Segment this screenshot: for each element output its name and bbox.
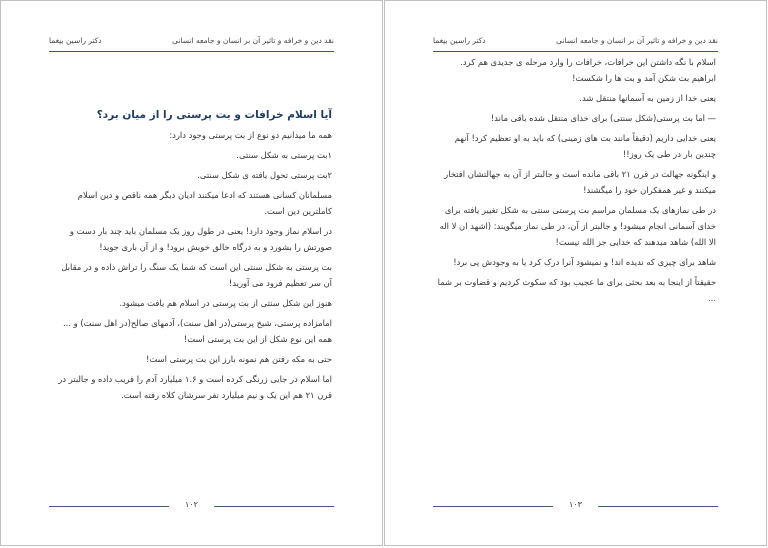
paragraph: و اینگونه جهالت در قرن ۲۱ باقی مانده است و جالبتر از آن به جهالتشان افتخار میکنند و غیر همفکران خود را میگشند! — [444, 169, 716, 195]
paragraph: ۱بت پرستی به شکل سنتی. — [236, 150, 332, 160]
paragraph: در طی نمازهای یک مسلمان مراسم بت پرستی سنتی به شکل تغییر یافته برای خدای آسمانی انجام میشود! و جالبتر از آن، در طی نماز میگویند: (اشهد ان لا اله الا الله) شاهد میدهند که خدایی جز الله نیست! — [439, 205, 716, 247]
header-author: دکتر راسین بیغما — [49, 36, 102, 45]
paragraph: همه ما میدانیم دو نوع از بت پرستی وجود دارد: — [169, 130, 332, 140]
paragraph: — اما بت پرستی(شکل سنتی) برای خدای منتقل شده باقی ماند! — [490, 113, 716, 123]
page-body — [437, 54, 716, 310]
paragraph: مسلمانان کسانی هستند که ادعا میکنند ادیان دیگر همه ناقص و دین اسلام کاملترین دین است. — [77, 190, 332, 216]
page-number: ۱۰۳ — [569, 500, 582, 509]
paragraph: امامزاده پرستی، شیخ پرستی(در اهل سنت)، آدمهای صالح(در اهل سنت) و ... همه این نوع شکل از این بت پرستی است! — [63, 318, 332, 344]
page-header — [433, 35, 718, 52]
paragraph: در اسلام نماز وجود دارد! یعنی در طول روز یک مسلمان باید چند بار دست و صورتش را بشورد و به درگاه خالق خویش برود! و از آن باری جوید! — [69, 226, 332, 252]
left-page — [0, 0, 383, 546]
paragraph: شاهد برای چیزی که ندیده اند! و نمیشود آنرا درک کرد یا به وجودش پی برد! — [453, 257, 716, 267]
paragraph: اسلام با نگه داشتن این خرافات، خرافات را وارد مرحله ی جدیدی هم کرد. ابراهیم بت شکن آمد و بت ها را شکست! — [460, 57, 716, 83]
paragraph: حقیقتاً از اینجا به بعد بحثی برای ما عجیب بود که سکوت کردیم و قضاوت بر شما ... — [437, 277, 716, 303]
right-page — [384, 0, 767, 546]
paragraph: هنوز این شکل سنتی از بت پرستی در اسلام هم یافت میشود. — [119, 298, 332, 308]
paragraph: ۲بت پرستی تحول یافته ی شکل سنتی. — [197, 170, 332, 180]
page-footer — [433, 501, 718, 511]
header-author: دکتر راسین بیغما — [433, 36, 486, 45]
page-footer — [49, 501, 334, 511]
header-book-title: نقد دین و خرافه و تاثیر آن بر انسان و جامعه انسانی — [172, 36, 334, 45]
paragraph: یعنی خدایی داریم (دقیقاً مانند بت های زمینی) که باید به او تعظیم کرد! آنهم چندین بار در طی یک روز!! — [454, 133, 716, 159]
page-body — [53, 105, 332, 407]
paragraph: بت پرستی به شکل سنتی این است که شما یک سنگ را تراش داده و در مقابل آن سر تعظیم فرود می آورید! — [61, 262, 332, 288]
page-header — [49, 35, 334, 52]
section-heading: آیا اسلام خرافات و بت پرستی را از میان برد؟ — [96, 109, 332, 121]
paragraph: حتی به مکه رفتن هم نمونه بارز این بت پرستی است! — [146, 354, 332, 364]
page-number: ۱۰۲ — [185, 500, 198, 509]
paragraph: اما اسلام در جایی زرنگی کرده است و ۱.۶ میلیارد آدم را فریب داده و جالبتر در قرن ۲۱ هم این یک و نیم میلیارد نفر سرشان کلاه رفته است. — [58, 374, 332, 400]
paragraph: یعنی خدا از زمین به آسمانها منتقل شد. — [579, 93, 716, 103]
header-book-title: نقد دین و خرافه و تاثیر آن بر انسان و جامعه انسانی — [556, 36, 718, 45]
